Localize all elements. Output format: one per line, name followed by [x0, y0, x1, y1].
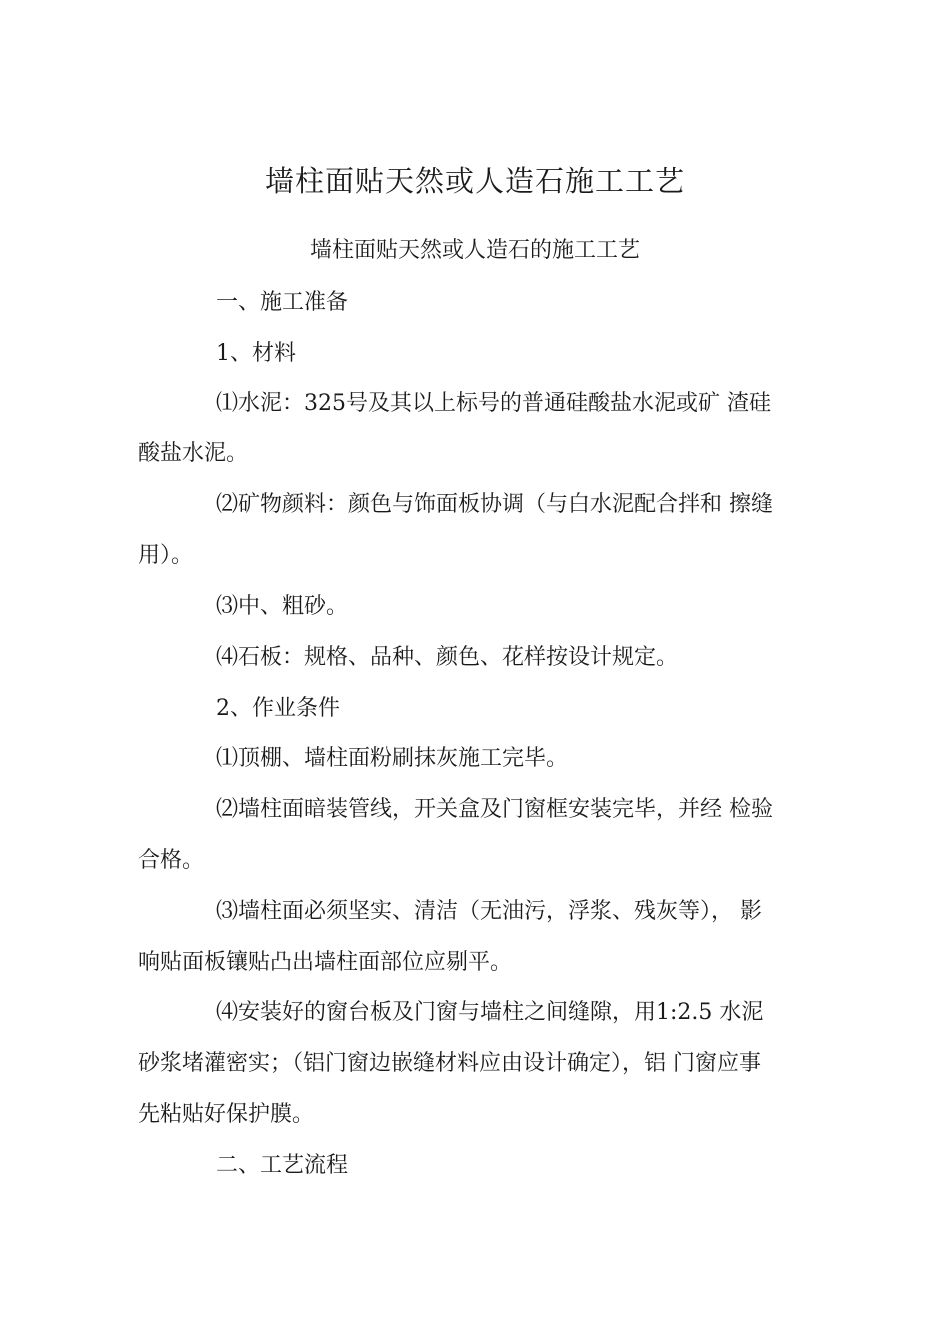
paragraph-line: 响贴面板镶贴凸出墙柱面部位应剔平。	[138, 950, 513, 975]
paragraph-line: ⑴顶棚、墙柱面粉刷抹灰施工完毕。	[216, 746, 569, 771]
paragraph-line: 先粘贴好保护膜。	[138, 1102, 315, 1127]
paragraph-line: ⑵矿物颜料：颜色与饰面板协调（与白水泥配合拌和 擦缝	[216, 492, 773, 517]
paragraph-line: ⑵墙柱面暗装管线，开关盒及门窗框安装完毕，并经 检验	[216, 797, 773, 822]
paragraph-line: 砂浆堵灌密实；（铝门窗边嵌缝材料应由设计确定），铝 门窗应事	[138, 1051, 761, 1076]
document-title: 墙柱面贴天然或人造石施工工艺	[264, 164, 685, 198]
section-heading: 一、施工准备	[216, 290, 349, 315]
paragraph-line: ⑴水泥：325号及其以上标号的普通硅酸盐水泥或矿 渣硅	[216, 391, 771, 416]
section-heading: 二、工艺流程	[216, 1153, 349, 1178]
paragraph-line: 用）。	[138, 543, 194, 568]
subsection-heading: 1、材料	[216, 341, 296, 366]
paragraph-line: ⑷安装好的窗台板及门窗与墙柱之间缝隙，用1:2.5 水泥	[216, 1000, 764, 1025]
paragraph-line: 酸盐水泥。	[138, 441, 249, 466]
paragraph-line: ⑷石板：规格、品种、颜色、花样按设计规定。	[216, 645, 679, 670]
paragraph-line: ⑶中、粗砂。	[216, 594, 349, 619]
paragraph-line: ⑶墙柱面必须坚实、清洁（无油污，浮浆、残灰等）， 影	[216, 899, 762, 924]
paragraph-line: 合格。	[138, 848, 205, 873]
document-subtitle: 墙柱面贴天然或人造石的施工工艺	[309, 238, 640, 263]
subsection-heading: 2、作业条件	[216, 696, 340, 721]
